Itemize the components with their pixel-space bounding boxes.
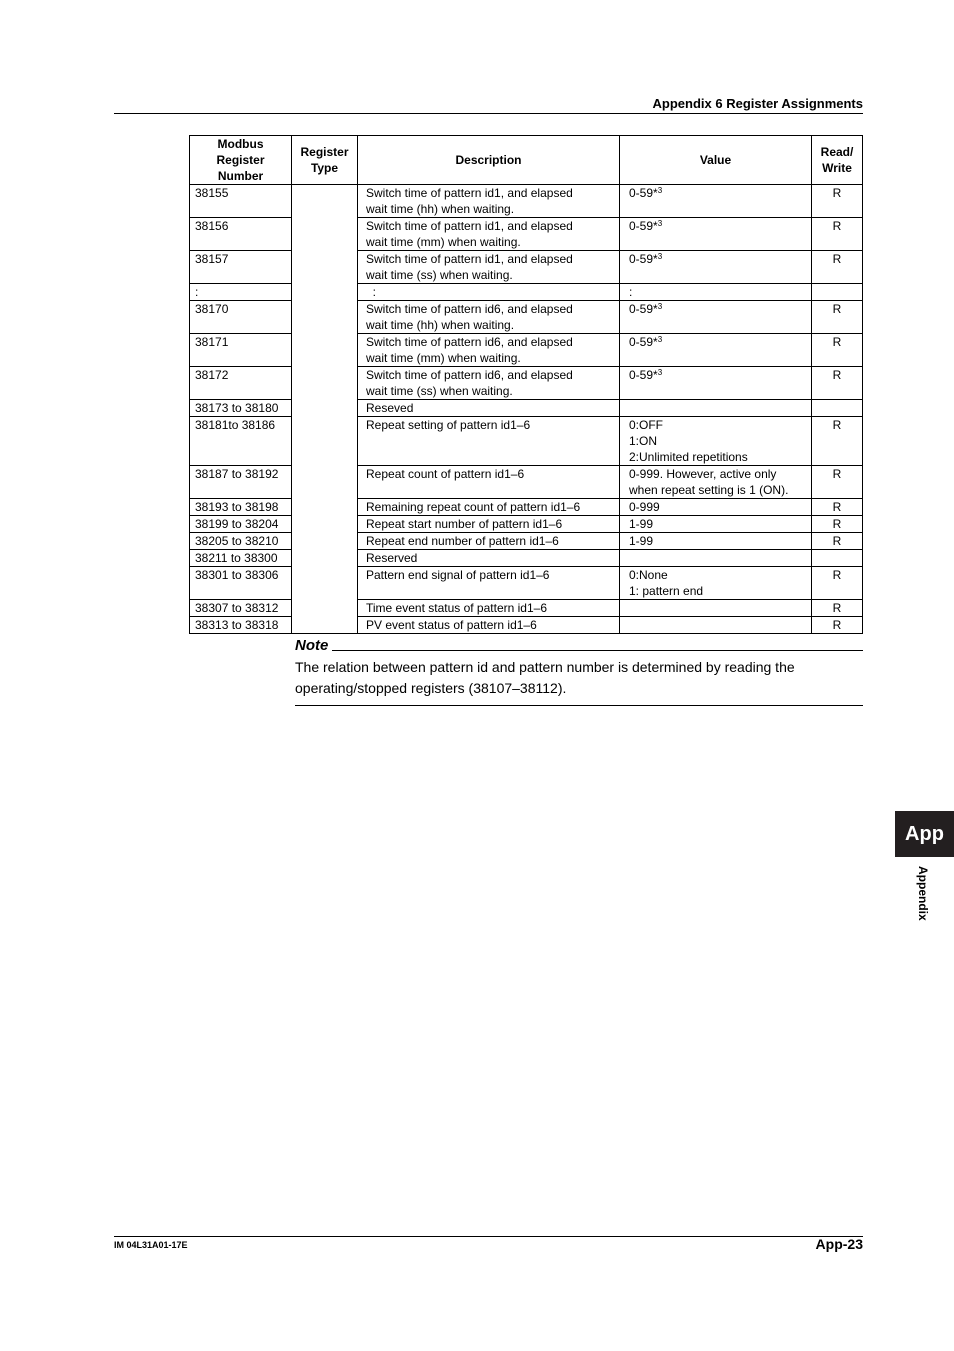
register-number-cell: 38181to 38186 bbox=[190, 417, 292, 466]
description-line: Switch time of pattern id6, and elapsed bbox=[366, 335, 573, 349]
description-line: wait time (mm) when waiting. bbox=[366, 235, 521, 249]
header-line: Write bbox=[822, 161, 852, 175]
read-write-cell: R bbox=[812, 185, 863, 218]
value-cell bbox=[620, 499, 812, 516]
table-row bbox=[190, 334, 863, 367]
description-cell bbox=[358, 533, 620, 550]
value-cell bbox=[620, 301, 812, 334]
col-header-register-type bbox=[292, 136, 358, 185]
register-type-cell bbox=[292, 185, 358, 634]
read-write-cell: R bbox=[812, 617, 863, 634]
description-line: PV event status of pattern id1–6 bbox=[366, 618, 537, 632]
header-line: Number bbox=[217, 169, 264, 183]
value-cell bbox=[620, 218, 812, 251]
page-header-title: Appendix 6 Register Assignments bbox=[652, 96, 863, 111]
value-cell bbox=[620, 400, 812, 417]
register-number-cell: 38307 to 38312 bbox=[190, 600, 292, 617]
register-number-cell: 38173 to 38180 bbox=[190, 400, 292, 417]
table-row bbox=[190, 301, 863, 334]
header-line: Type bbox=[310, 161, 339, 175]
read-write-cell: R bbox=[812, 218, 863, 251]
read-write-cell: R bbox=[812, 600, 863, 617]
description-cell bbox=[358, 301, 620, 334]
description-line: Repeat setting of pattern id1–6 bbox=[366, 418, 531, 432]
table-header-row bbox=[190, 136, 863, 185]
register-number-cell: 38193 to 38198 bbox=[190, 499, 292, 516]
description-line: Reseved bbox=[366, 401, 414, 415]
register-table bbox=[189, 135, 863, 634]
value-line: 1-99 bbox=[629, 517, 654, 531]
value-cell bbox=[620, 533, 812, 550]
value-cell bbox=[620, 516, 812, 533]
description-cell bbox=[358, 550, 620, 567]
description-line: Pattern end signal of pattern id1–6 bbox=[366, 568, 550, 582]
footnote-marker: 3 bbox=[657, 302, 663, 311]
register-number-cell: 38211 to 38300 bbox=[190, 550, 292, 567]
read-write-cell: R bbox=[812, 301, 863, 334]
description-line: wait time (ss) when waiting. bbox=[366, 384, 513, 398]
col-header-value: Value bbox=[620, 136, 812, 185]
value-line: when repeat setting is 1 (ON). bbox=[629, 483, 789, 497]
description-line: Remaining repeat count of pattern id1–6 bbox=[366, 500, 581, 514]
register-number-cell: 38155 bbox=[190, 185, 292, 218]
value-line: 2:Unlimited repetitions bbox=[629, 450, 748, 464]
table-row bbox=[190, 185, 863, 218]
description-cell bbox=[358, 367, 620, 400]
value-cell bbox=[620, 334, 812, 367]
table-row bbox=[190, 567, 863, 600]
table-row bbox=[190, 367, 863, 400]
value-cell bbox=[620, 617, 812, 634]
read-write-cell: R bbox=[812, 367, 863, 400]
value-line: 1-99 bbox=[629, 534, 654, 548]
description-cell bbox=[358, 334, 620, 367]
footnote-marker: 3 bbox=[657, 368, 663, 377]
table-row bbox=[190, 417, 863, 466]
read-write-cell: R bbox=[812, 334, 863, 367]
value-line: 0-59*$^3$ bbox=[629, 186, 663, 200]
value-cell bbox=[620, 466, 812, 499]
read-write-cell bbox=[812, 550, 863, 567]
value-line: 0:None bbox=[629, 568, 668, 582]
register-number-cell: 38172 bbox=[190, 367, 292, 400]
value-line: : bbox=[629, 285, 633, 299]
note-label: Note bbox=[295, 637, 329, 654]
table-row bbox=[190, 600, 863, 617]
value-line: 0-999. However, active only bbox=[629, 467, 777, 481]
value-cell bbox=[620, 550, 812, 567]
register-number-cell: 38171 bbox=[190, 334, 292, 367]
description-line: Switch time of pattern id6, and elapsed bbox=[366, 368, 573, 382]
description-cell bbox=[358, 251, 620, 284]
description-cell bbox=[358, 466, 620, 499]
read-write-cell: R bbox=[812, 533, 863, 550]
description-line: wait time (ss) when waiting. bbox=[366, 268, 513, 282]
register-number-cell: 38199 to 38204 bbox=[190, 516, 292, 533]
description-cell bbox=[358, 417, 620, 466]
description-cell bbox=[358, 567, 620, 600]
value-line: 0-999 bbox=[629, 500, 660, 514]
read-write-cell bbox=[812, 400, 863, 417]
register-number-cell: : bbox=[190, 284, 292, 301]
read-write-cell bbox=[812, 284, 863, 301]
table-row bbox=[190, 617, 863, 634]
value-line: 0-59*$^3$ bbox=[629, 219, 663, 233]
table-row bbox=[190, 218, 863, 251]
register-number-cell: 38313 to 38318 bbox=[190, 617, 292, 634]
footnote-marker: 3 bbox=[657, 219, 663, 228]
value-line: 0:OFF bbox=[629, 418, 664, 432]
register-number-cell: 38187 to 38192 bbox=[190, 466, 292, 499]
table-body bbox=[190, 185, 863, 634]
col-header-read-write bbox=[812, 136, 863, 185]
value-cell bbox=[620, 185, 812, 218]
table-row bbox=[190, 251, 863, 284]
read-write-cell: R bbox=[812, 466, 863, 499]
note-block bbox=[295, 637, 863, 706]
read-write-cell: R bbox=[812, 516, 863, 533]
description-cell bbox=[358, 617, 620, 634]
description-line: wait time (hh) when waiting. bbox=[366, 318, 515, 332]
header-line: Modbus bbox=[217, 137, 264, 151]
read-write-cell: R bbox=[812, 417, 863, 466]
col-header-register-number bbox=[190, 136, 292, 185]
description-line: Switch time of pattern id1, and elapsed bbox=[366, 186, 573, 200]
value-line: 0-59*$^3$ bbox=[629, 252, 663, 266]
description-line: Reserved bbox=[366, 551, 418, 565]
appendix-vertical-label: Appendix bbox=[916, 866, 930, 921]
footnote-marker: 3 bbox=[657, 186, 663, 195]
read-write-cell: R bbox=[812, 499, 863, 516]
register-number-cell: 38170 bbox=[190, 301, 292, 334]
description-line: Repeat end number of pattern id1–6 bbox=[366, 534, 559, 548]
value-line: 1:ON bbox=[629, 434, 658, 448]
footnote-marker: 3 bbox=[657, 252, 663, 261]
table-row bbox=[190, 550, 863, 567]
value-line: 0-59*$^3$ bbox=[629, 368, 663, 382]
header-line: Register bbox=[300, 145, 349, 159]
description-line: Switch time of pattern id1, and elapsed bbox=[366, 252, 573, 266]
value-line: 1: pattern end bbox=[629, 584, 704, 598]
footnote-marker: 3 bbox=[657, 335, 663, 344]
value-cell bbox=[620, 417, 812, 466]
table-row bbox=[190, 400, 863, 417]
header-line: Register bbox=[216, 153, 265, 167]
description-cell bbox=[358, 499, 620, 516]
value-line: 0-59*$^3$ bbox=[629, 302, 663, 316]
description-line: wait time (hh) when waiting. bbox=[366, 202, 515, 216]
value-line: 0-59*$^3$ bbox=[629, 335, 663, 349]
description-line: Time event status of pattern id1–6 bbox=[366, 601, 547, 615]
value-cell bbox=[620, 567, 812, 600]
description-line: wait time (mm) when waiting. bbox=[366, 351, 521, 365]
description-cell bbox=[358, 218, 620, 251]
description-line: Repeat start number of pattern id1–6 bbox=[366, 517, 563, 531]
appendix-tab: App bbox=[895, 811, 954, 857]
table-row bbox=[190, 466, 863, 499]
description-cell bbox=[358, 400, 620, 417]
table-row bbox=[190, 284, 863, 301]
col-header-description: Description bbox=[358, 136, 620, 185]
description-cell bbox=[358, 185, 620, 218]
note-text: The relation between pattern id and pattern number is determined by reading the operating/stopped registers (38107–38112). bbox=[295, 657, 863, 706]
header-line: Read/ bbox=[820, 145, 854, 159]
value-cell bbox=[620, 251, 812, 284]
page-number: App-23 bbox=[815, 1236, 863, 1252]
description-line: : bbox=[366, 285, 377, 299]
read-write-cell: R bbox=[812, 567, 863, 600]
description-cell bbox=[358, 284, 620, 301]
header-divider bbox=[114, 113, 863, 114]
value-cell bbox=[620, 284, 812, 301]
footer-divider bbox=[114, 1236, 863, 1237]
read-write-cell: R bbox=[812, 251, 863, 284]
table-row bbox=[190, 533, 863, 550]
register-number-cell: 38156 bbox=[190, 218, 292, 251]
description-cell bbox=[358, 516, 620, 533]
value-cell bbox=[620, 600, 812, 617]
note-rule bbox=[332, 650, 863, 651]
description-line: Repeat count of pattern id1–6 bbox=[366, 467, 525, 481]
table-row bbox=[190, 499, 863, 516]
register-number-cell: 38157 bbox=[190, 251, 292, 284]
value-cell bbox=[620, 367, 812, 400]
description-line: Switch time of pattern id6, and elapsed bbox=[366, 302, 573, 316]
document-code: IM 04L31A01-17E bbox=[114, 1240, 188, 1250]
table-row bbox=[190, 516, 863, 533]
note-heading bbox=[295, 637, 863, 655]
description-cell bbox=[358, 600, 620, 617]
register-number-cell: 38205 to 38210 bbox=[190, 533, 292, 550]
description-line: Switch time of pattern id1, and elapsed bbox=[366, 219, 573, 233]
register-number-cell: 38301 to 38306 bbox=[190, 567, 292, 600]
